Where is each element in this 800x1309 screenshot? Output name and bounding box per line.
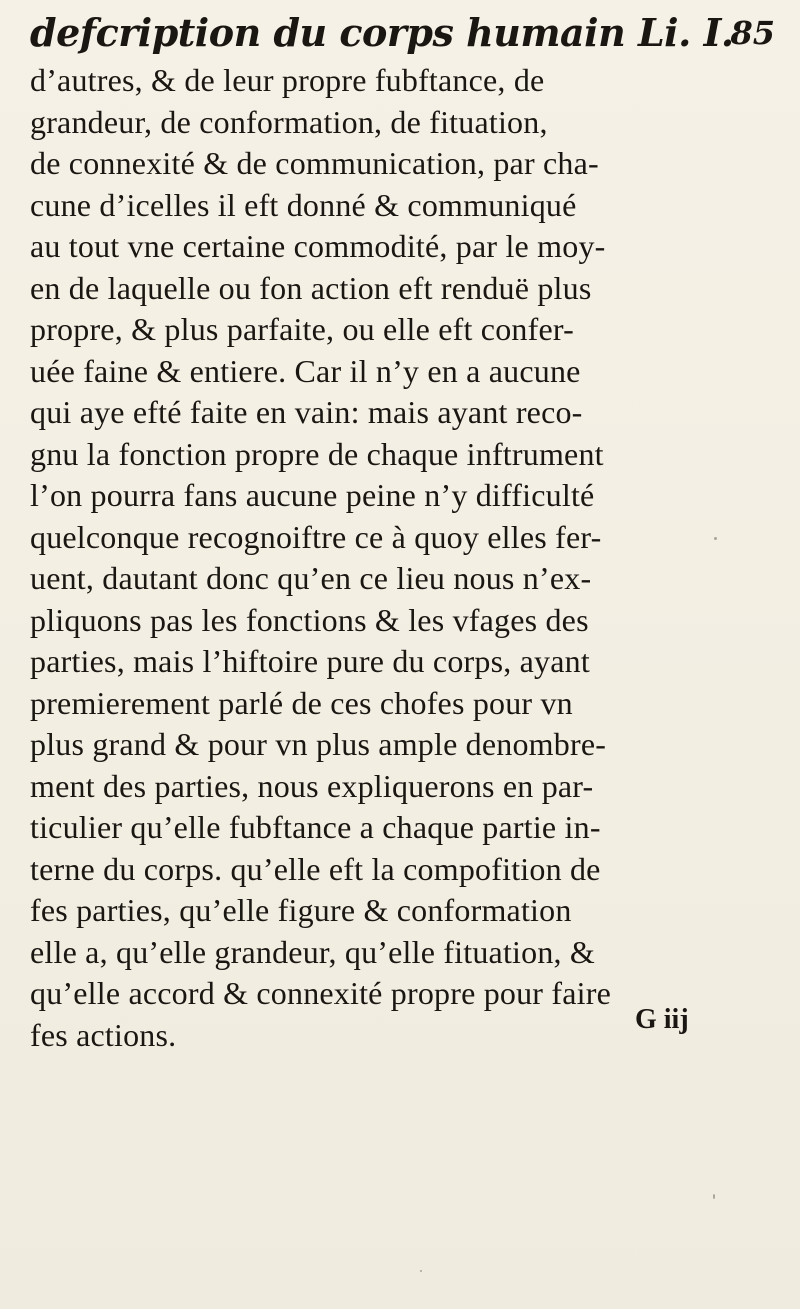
signature-mark: G iij [635, 1004, 689, 1035]
text-line: l’on pourra fans aucune peine n’y difficulté [30, 477, 595, 513]
body-text [30, 60, 775, 1056]
text-line: uée faine & entiere. Car il n’y en a aucune [30, 352, 581, 389]
text-line: terne du corps. qu’elle eft la compofition de [30, 850, 601, 887]
text-line: au tout vne certaine commodité, par le moy- [30, 228, 606, 264]
text-line: en de laquelle ou fon action eft renduë plus [30, 269, 592, 306]
text-line: ment des parties, nous expliquerons en par- [30, 767, 594, 804]
text-line: qu’elle accord & connexité propre pour faire [30, 975, 611, 1011]
paper-speck [713, 1194, 715, 1199]
text-line: gnu la fonction propre de chaque inftrument [30, 435, 604, 472]
text-line: fes actions. [30, 1016, 177, 1053]
text-line: ticulier qu’elle fubftance a chaque partie in- [30, 809, 601, 845]
text-line: d’autres, & de leur propre fubftance, de [30, 62, 545, 98]
text-line: qui aye efté faite en vain: mais ayant reco- [30, 394, 583, 430]
text-line: elle a, qu’elle grandeur, qu’elle fituation, & [30, 933, 596, 970]
running-title: defcription du corps humain Li. I. [30, 10, 734, 55]
text-line: pliquons pas les fonctions & les vfages des [30, 601, 589, 638]
text-line: quelconque recognoiftre ce à quoy elles fer- [30, 518, 602, 555]
text-line: propre, & plus parfaite, ou elle eft confer- [30, 311, 574, 347]
text-line: de connexité & de communication, par cha- [30, 145, 599, 181]
text-line: plus grand & pour vn plus ample denombre- [30, 726, 607, 762]
text-line: grandeur, de conformation, de fituation, [30, 103, 548, 140]
paper-speck [714, 537, 717, 540]
text-line: parties, mais l’hiftoire pure du corps, ayant [30, 643, 590, 679]
text-line: fes parties, qu’elle figure & conformation [30, 892, 572, 928]
paper-speck [420, 1270, 422, 1272]
text-line: uent, dautant donc qu’en ce lieu nous n’ex- [30, 560, 592, 596]
text-line: premierement parlé de ces chofes pour vn [30, 684, 573, 721]
text-line: cune d’icelles il eft donné & communiqué [30, 186, 577, 223]
page-number: 85 [730, 14, 775, 52]
